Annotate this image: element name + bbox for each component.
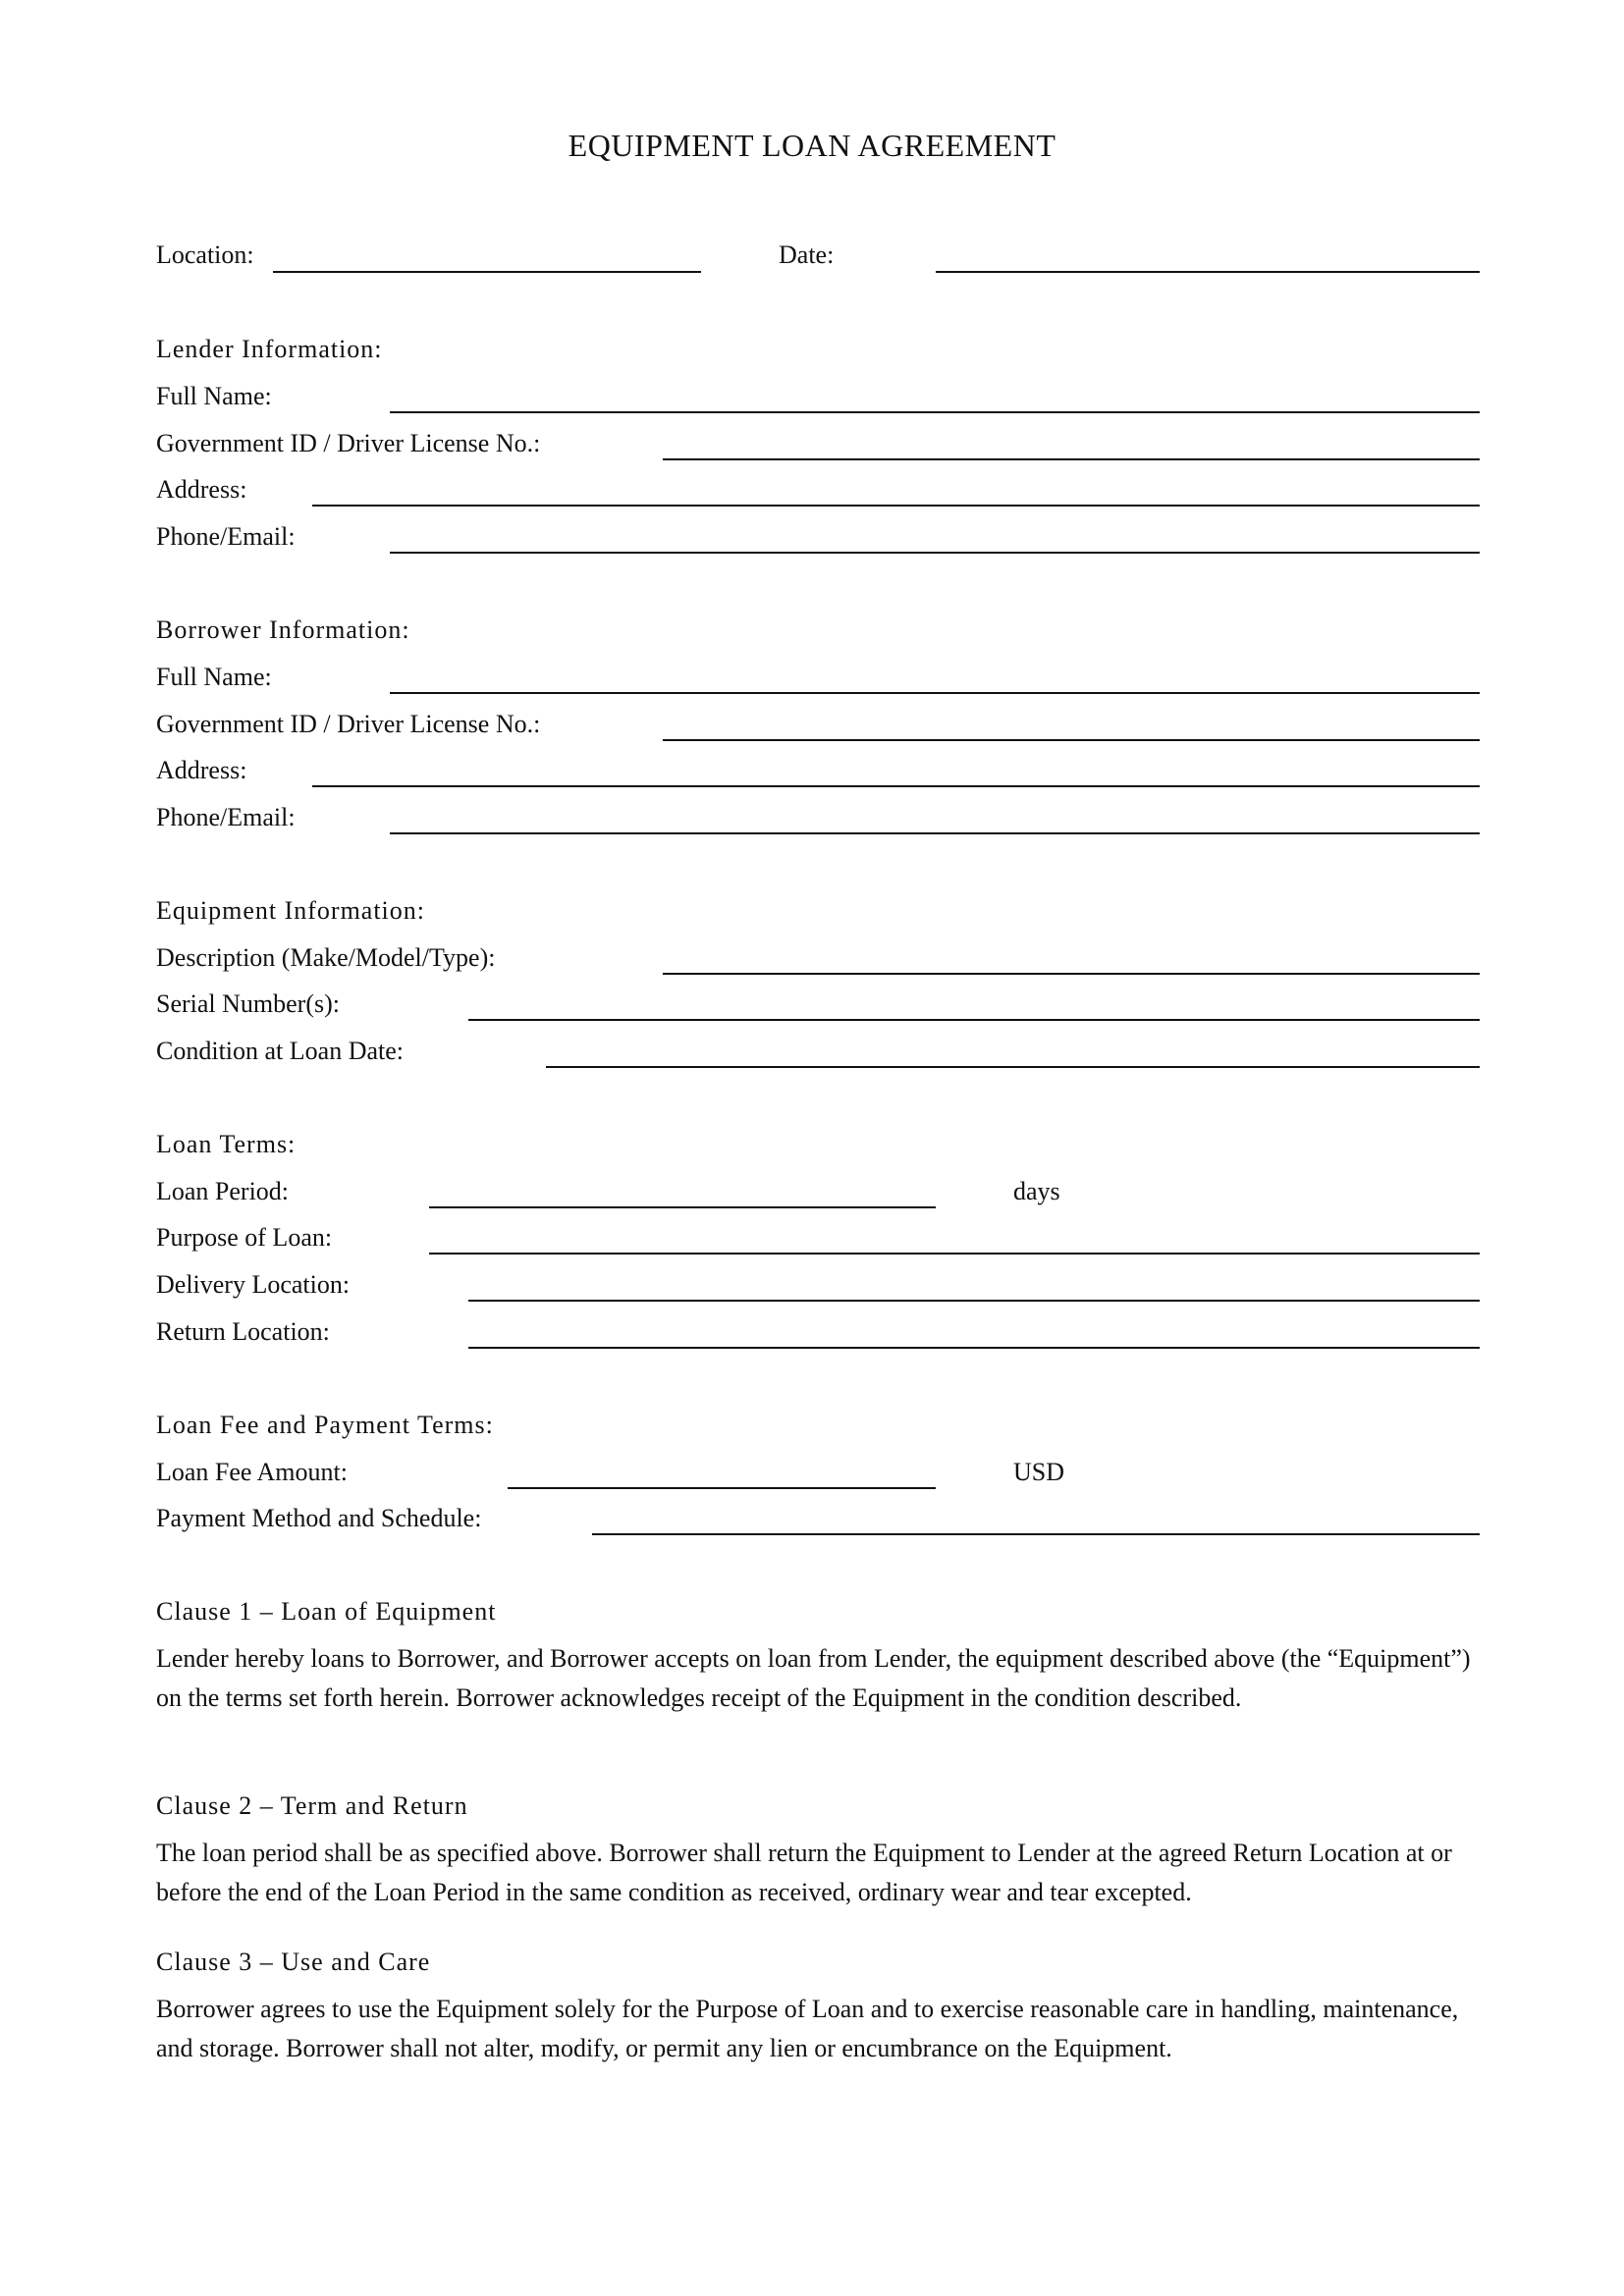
fee-heading: Loan Fee and Payment Terms: [156,1411,494,1439]
borrower-full-name-label: Full Name: [156,663,272,691]
equipment-serial-field[interactable] [468,1019,1480,1021]
delivery-location-field[interactable] [468,1300,1480,1302]
clause-3-heading: Clause 3 – Use and Care [156,1948,431,1976]
loan-fee-amount-label: Loan Fee Amount: [156,1458,348,1486]
date-label: Date: [779,240,835,269]
clause-1-text: Lender hereby loans to Borrower, and Borrower accepts on loan from Lender, the equipment described above (the “Equipment”) on the terms set forth herein. Borrower acknowledges receipt of the Equipment in the condition described. [156,1644,1471,1712]
clause-2-heading: Clause 2 – Term and Return [156,1791,468,1820]
date-field[interactable] [936,271,1480,273]
borrower-heading: Borrower Information: [156,615,410,644]
return-location-field[interactable] [468,1347,1480,1349]
lender-heading: Lender Information: [156,335,383,363]
loan-period-label: Loan Period: [156,1177,290,1205]
lender-full-name-label: Full Name: [156,382,272,410]
payment-method-field[interactable] [592,1533,1480,1535]
loan-purpose-label: Purpose of Loan: [156,1223,333,1252]
lender-gov-id-field[interactable] [663,458,1480,460]
equipment-heading: Equipment Information: [156,896,426,925]
document-title: EQUIPMENT LOAN AGREEMENT [568,128,1056,163]
equipment-description-field[interactable] [663,973,1480,975]
location-label: Location: [156,240,254,269]
return-location-label: Return Location: [156,1317,330,1346]
equipment-condition-label: Condition at Loan Date: [156,1037,405,1065]
lender-full-name-field[interactable] [390,411,1480,413]
loan-purpose-field[interactable] [429,1253,1480,1255]
borrower-address-label: Address: [156,756,247,784]
location-field[interactable] [273,271,701,273]
borrower-gov-id-field[interactable] [663,739,1480,741]
loan-fee-currency: USD [1013,1458,1065,1486]
loan-period-unit: days [1013,1177,1060,1205]
clause-2-text: The loan period shall be as specified above. Borrower shall return the Equipment to Lender at the agreed Return Location at or before the end of the Loan Period in the same condition as received, ordinary wear and tear excepted. [156,1839,1452,1906]
lender-gov-id-label: Government ID / Driver License No.: [156,429,541,457]
clause-3-text: Borrower agrees to use the Equipment solely for the Purpose of Loan and to exercise reasonable care in handling, maintenance, and storage. Borrower shall not alter, modify, or permit any lien or encumbrance on the Equipment. [156,1995,1459,2062]
loan-period-field[interactable] [429,1206,936,1208]
equipment-description-label: Description (Make/Model/Type): [156,943,496,972]
loan-fee-amount-field[interactable] [508,1487,936,1489]
equipment-serial-label: Serial Number(s): [156,989,341,1018]
lender-address-field[interactable] [312,505,1480,507]
loan-terms-heading: Loan Terms: [156,1130,297,1158]
clause-1-heading: Clause 1 – Loan of Equipment [156,1597,497,1626]
borrower-address-field[interactable] [312,785,1480,787]
borrower-gov-id-label: Government ID / Driver License No.: [156,710,541,738]
borrower-phone-email-field[interactable] [390,832,1480,834]
lender-phone-email-label: Phone/Email: [156,522,296,551]
equipment-condition-field[interactable] [546,1066,1480,1068]
delivery-location-label: Delivery Location: [156,1270,351,1299]
lender-address-label: Address: [156,475,247,504]
borrower-phone-email-label: Phone/Email: [156,803,296,831]
payment-method-label: Payment Method and Schedule: [156,1504,482,1532]
borrower-full-name-field[interactable] [390,692,1480,694]
lender-phone-email-field[interactable] [390,552,1480,554]
